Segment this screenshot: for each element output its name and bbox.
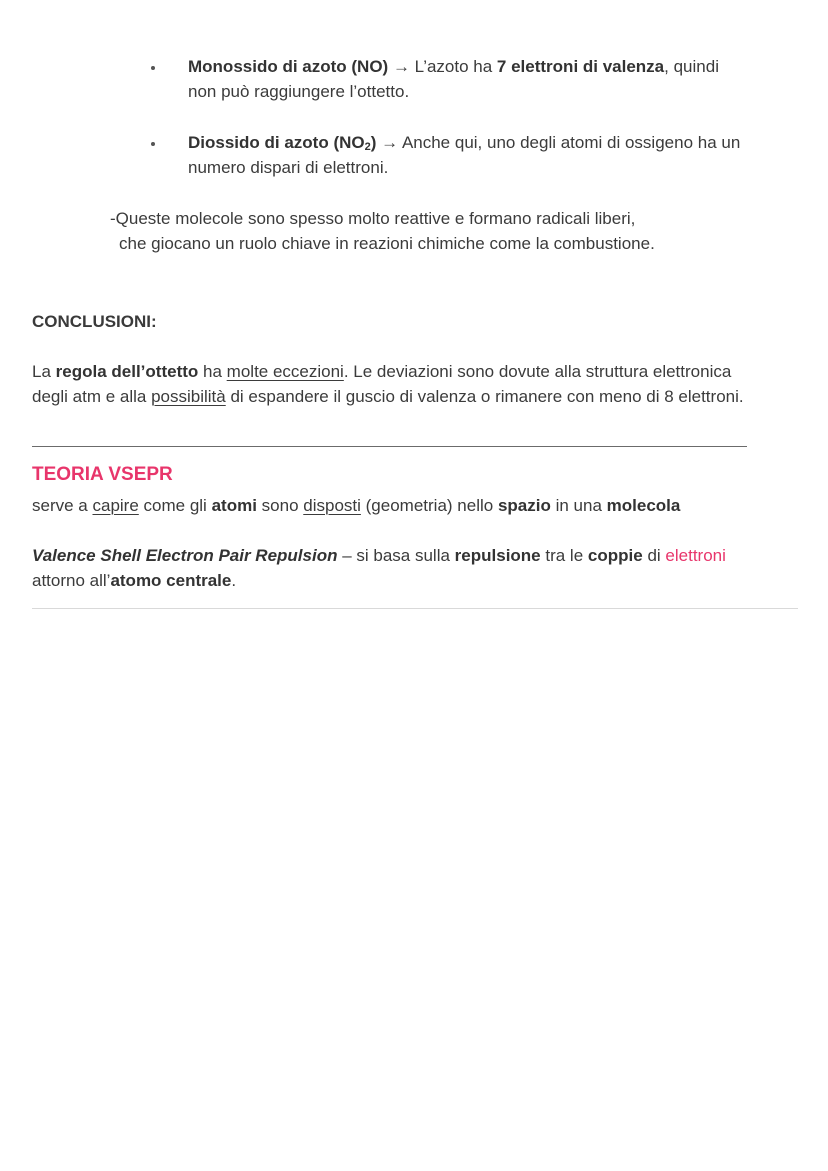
vsepr-acronym-line2: attorno all’atomo centrale.	[32, 571, 237, 590]
conclusions-paragraph-line1: La regola dell’ottetto ha molte eccezioni. Le deviazioni sono dovute alla struttura elettronica	[32, 362, 732, 381]
bullet-dot	[151, 66, 155, 70]
section-divider	[32, 608, 798, 609]
conclusions-paragraph-line2: degli atm e alla possibilità di espandere il guscio di valenza o rimanere con meno di 8 elettroni.	[32, 387, 744, 406]
exceptions-note-line1: -Queste molecole sono spesso molto reattive e formano radicali liberi,	[110, 209, 636, 228]
arrow-glyph: →	[392, 57, 410, 76]
vsepr-title: TEORIA VSEPR	[32, 464, 173, 485]
exception-term: Diossido di azoto $(NO_2)$	[188, 133, 377, 153]
exception-item-no2-line2: numero dispari di elettroni.	[188, 158, 389, 177]
vsepr-definition: serve a capire come gli atomi sono disposti (geometria) nello spazio in una molecola	[32, 496, 681, 515]
bullet-dot	[151, 142, 155, 146]
exception-item-no: Monossido di azoto (NO) → L’azoto ha 7 elettroni di valenza, quindi	[188, 57, 719, 76]
exception-term: Monossido di azoto (NO)	[188, 57, 389, 76]
exceptions-note-line2: che giocano un ruolo chiave in reazioni chimiche come la combustione.	[119, 234, 655, 253]
exception-item-no-line2: non può raggiungere l’ottetto.	[188, 82, 410, 101]
exception-item-no2: Diossido di azoto $(NO_2)$ → Anche qui, uno degli atomi di ossigeno ha un	[188, 133, 741, 153]
arrow-glyph: →	[381, 133, 399, 152]
vsepr-acronym-line1: Valence Shell Electron Pair Repulsion – si basa sulla repulsione tra le coppie di elettroni	[32, 546, 726, 565]
handwritten-separator-line	[32, 446, 747, 447]
conclusions-heading: CONCLUSIONI:	[32, 312, 157, 331]
